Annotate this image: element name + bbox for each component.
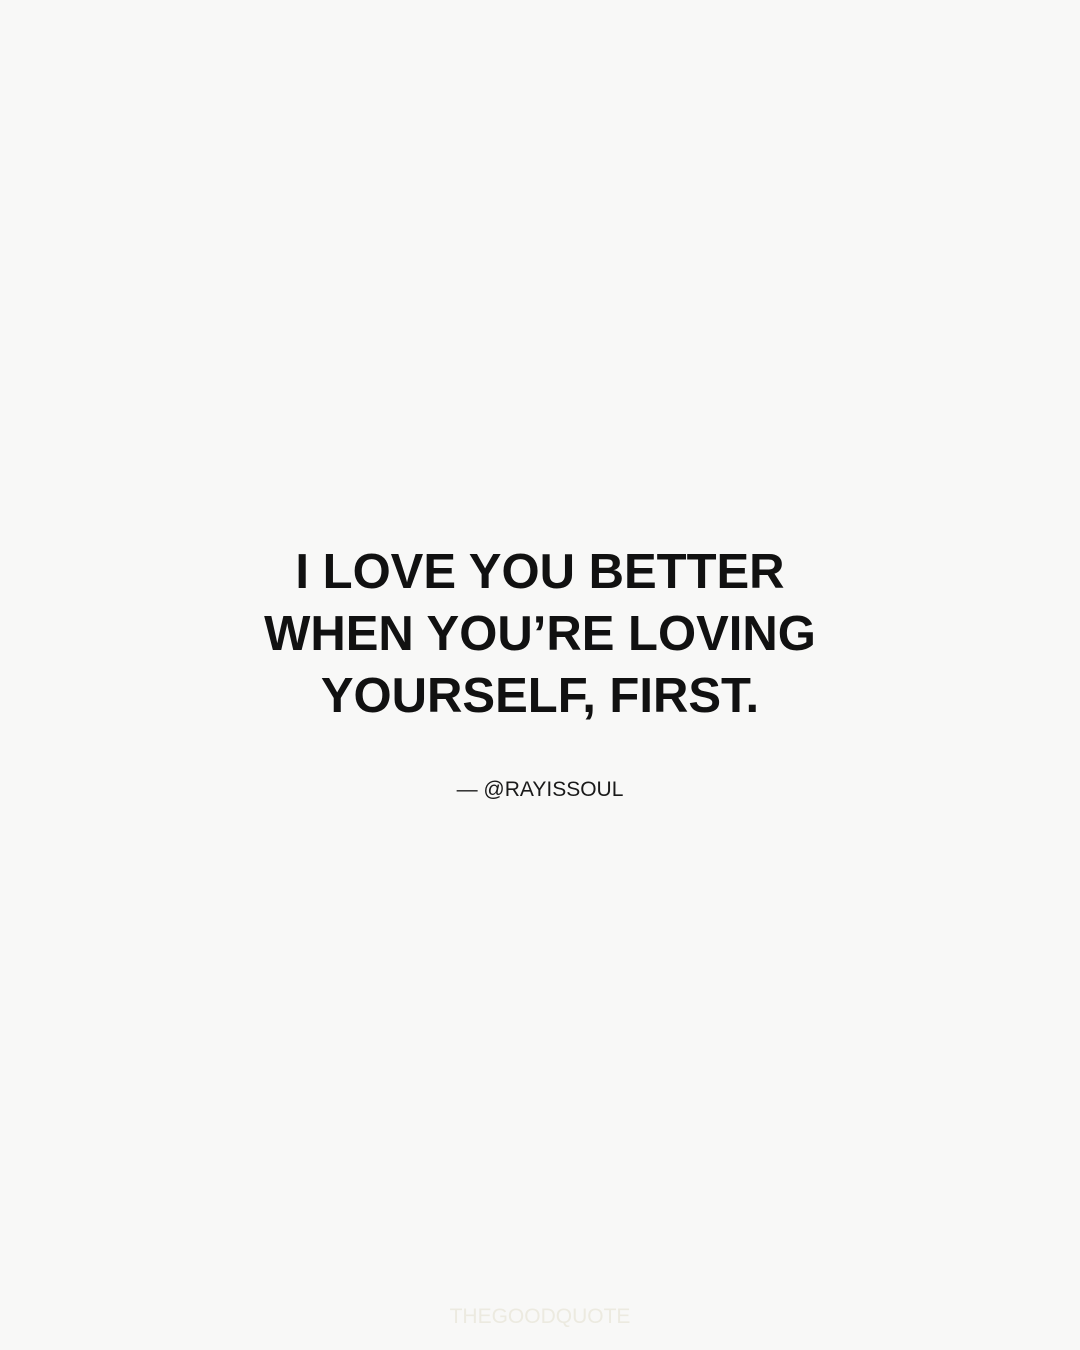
quote-text: [90, 541, 990, 727]
quote-line-2: WHEN YOU’RE LOVING: [264, 607, 816, 661]
quote-line-1: I LOVE YOU BETTER: [295, 545, 785, 599]
quote-attribution: — @RAYISSOUL: [456, 778, 624, 801]
quote-line-3: YOURSELF, FIRST.: [320, 669, 760, 723]
watermark-text: THEGOODQUOTE: [449, 1305, 631, 1328]
